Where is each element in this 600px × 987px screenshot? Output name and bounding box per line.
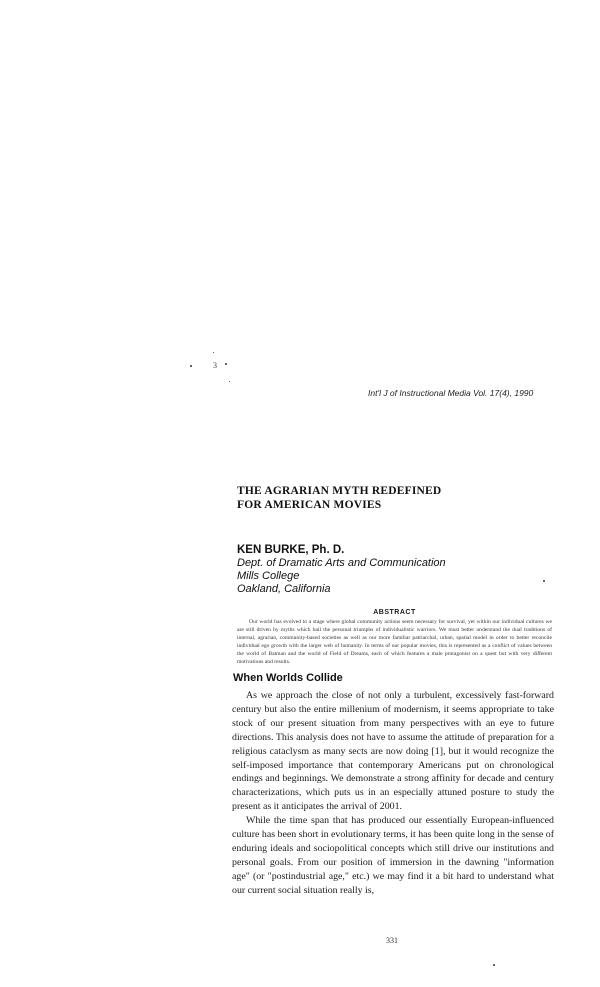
title-line-1: THE AGRARIAN MYTH REDEFINED bbox=[237, 485, 442, 497]
scan-speck-mark: 3 bbox=[213, 361, 217, 370]
author-block bbox=[237, 543, 537, 596]
body-paragraph-2: While the time span that has produced our essentially European-influenced culture has been short in evolutionary terms, it has been quite long in the sense of enduring ideals and sociopolitical concepts which still drive our institutions and personal goals. From our position of immersion in the dawning "information age" (or "postindustrial age," etc.) we may find it a bit hard to understand what our current social situation really is, bbox=[232, 815, 554, 896]
author-department: Dept. of Dramatic Arts and Communication bbox=[237, 557, 446, 569]
scan-speck bbox=[229, 381, 230, 382]
scan-speck bbox=[493, 964, 495, 966]
scan-speck bbox=[190, 365, 192, 367]
author-name: KEN BURKE, Ph. D. bbox=[237, 544, 345, 556]
scan-speck bbox=[543, 580, 545, 582]
title-line-2: FOR AMERICAN MOVIES bbox=[237, 499, 382, 511]
section-heading: When Worlds Collide bbox=[233, 672, 343, 684]
author-institution: Mills College bbox=[237, 570, 300, 582]
journal-reference: Int'l J of Instructional Media Vol. 17(4), 1990 bbox=[368, 388, 534, 398]
scan-speck bbox=[213, 352, 214, 353]
abstract-text: Our world has evolved to a stage where global community actions seem necessary for survival, yet within our individual cultures we are still driven by myths which hail the personal triumphs of individualistic warriors. We must better understand the dual traditions of internal, agrarian, community-based societies as well as our more familiar patriarchal, urban, spatial model in order to better reconcile individual ego growth with the larger web of humanity. In terms of our popular movies, this is represented as a conflict of values between the world of Batman and the world of Field of Dreams, each of which features a male protagonist on a quest but with very different motivations and results. bbox=[237, 619, 552, 666]
body-text bbox=[232, 689, 554, 898]
page-number: 331 bbox=[386, 936, 398, 945]
abstract-heading: ABSTRACT bbox=[373, 609, 416, 616]
article-title bbox=[237, 484, 537, 512]
author-location: Oakland, California bbox=[237, 583, 331, 595]
body-paragraph-1: As we approach the close of not only a turbulent, excessively fast-forward century but also the entire millenium of modernism, it seems appropriate to take stock of our present situation from many perspectives with an eye to future directions. This analysis does not have to assume the attitude of preparation for a religious cataclysm as many sects are now doing [1], but it would recognize the self-imposed importance that contemporary Americans put on chronological endings and beginnings. We demonstrate a strong affinity for decade and century characterizations, which puts us in an especially attuned posture to study the present as it anticipates the arrival of 2001. bbox=[232, 690, 554, 813]
scan-speck bbox=[225, 363, 227, 365]
